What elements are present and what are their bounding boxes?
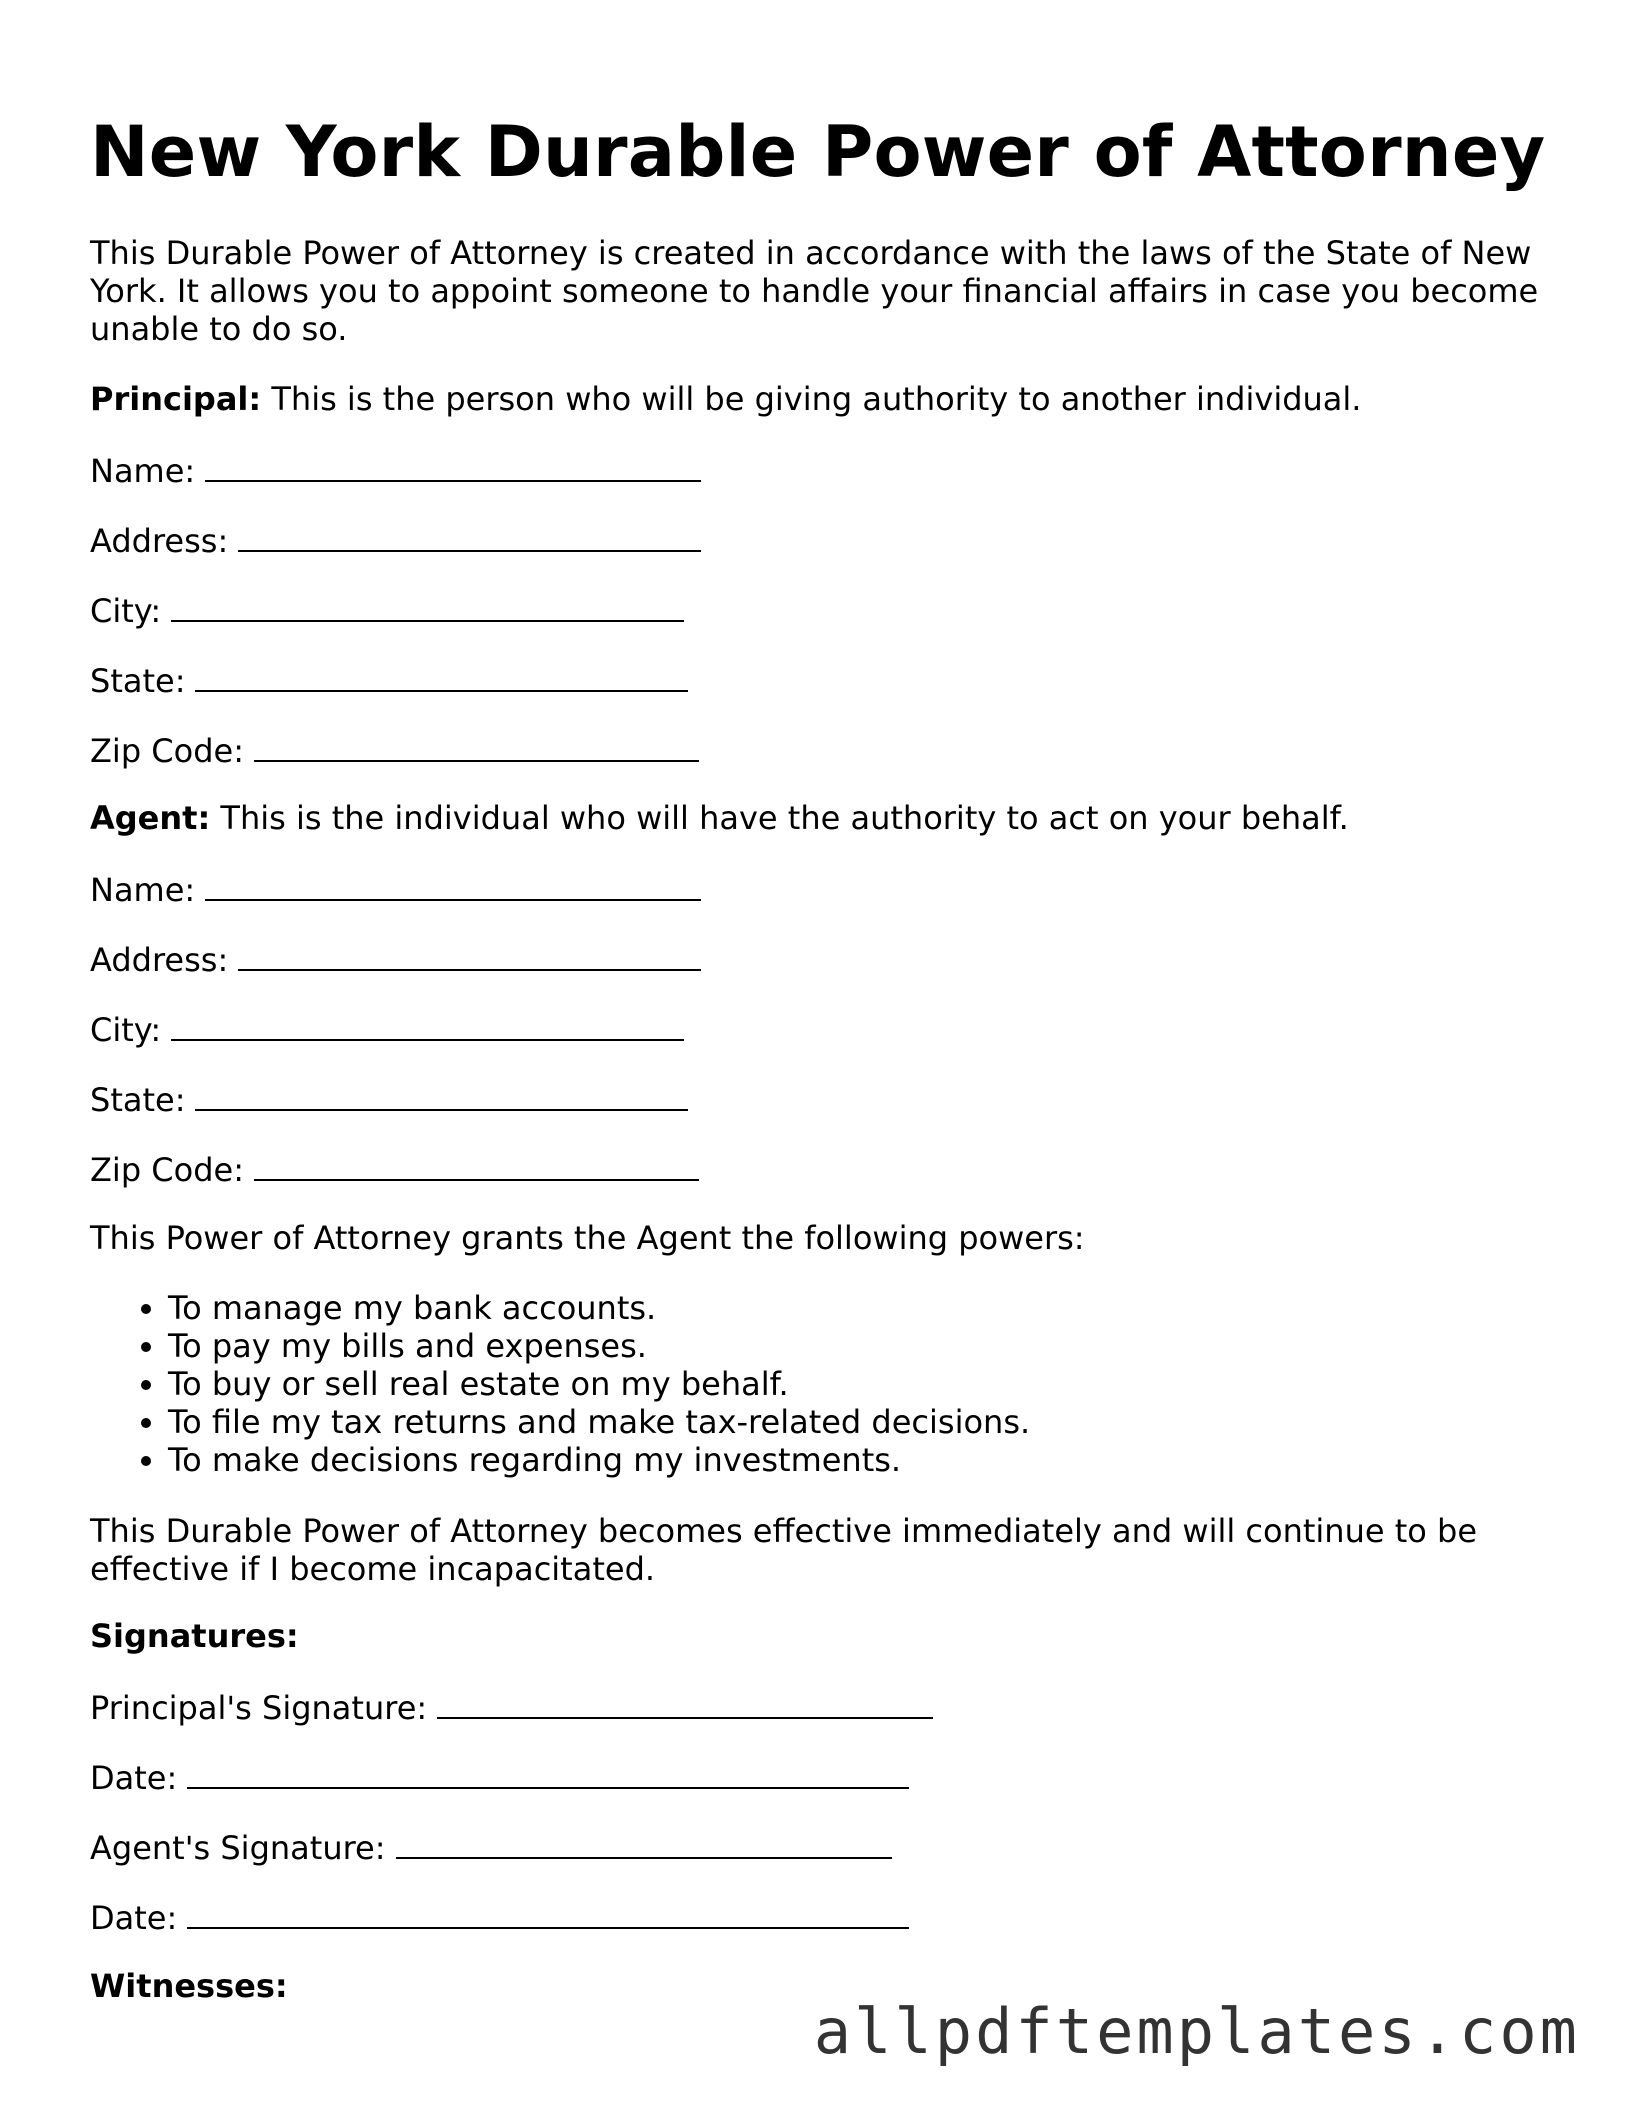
agent-state-row xyxy=(90,1079,688,1119)
principal-address-row xyxy=(90,520,701,560)
agent-name-row xyxy=(90,869,701,909)
watermark-text: allpdftemplates.com xyxy=(813,1995,1580,2068)
agent-label: Agent: xyxy=(90,799,211,837)
principal-city-row xyxy=(90,590,684,630)
powers-list xyxy=(90,1289,1030,1479)
principal-city-field[interactable] xyxy=(171,590,684,622)
principal-heading-row xyxy=(90,380,1361,418)
principal-date-row xyxy=(90,1757,909,1797)
principal-state-field[interactable] xyxy=(195,660,688,692)
signatures-heading: Signatures: xyxy=(90,1617,299,1655)
principal-state-label: State: xyxy=(90,662,186,700)
agent-signature-label: Agent's Signature: xyxy=(90,1829,386,1867)
list-item: • To buy or sell real estate on my behalf. xyxy=(168,1365,1030,1403)
intro-paragraph: This Durable Power of Attorney is created in accordance with the laws of the State of New York. It allows you to appoint someone to handle your financial affairs in case you become unable to do so. xyxy=(90,234,1539,348)
agent-zip-label: Zip Code: xyxy=(90,1151,244,1189)
list-item: • To pay my bills and expenses. xyxy=(168,1327,1030,1365)
agent-city-field[interactable] xyxy=(171,1009,684,1041)
agent-name-field[interactable] xyxy=(205,869,701,901)
agent-address-field[interactable] xyxy=(238,939,701,971)
signatures-heading-row xyxy=(90,1617,299,1655)
principal-name-row xyxy=(90,450,701,490)
agent-date-row xyxy=(90,1897,909,1937)
agent-date-label: Date: xyxy=(90,1899,178,1937)
agent-city-row xyxy=(90,1009,684,1049)
witnesses-heading: Witnesses: xyxy=(90,1967,288,2005)
agent-signature-field[interactable] xyxy=(396,1827,892,1859)
witnesses-heading-row xyxy=(90,1967,288,2005)
principal-signature-field[interactable] xyxy=(437,1687,933,1719)
agent-description: This is the individual who will have the authority to act on your behalf. xyxy=(220,799,1349,837)
principal-date-label: Date: xyxy=(90,1759,178,1797)
agent-city-label: City: xyxy=(90,1011,162,1049)
agent-name-label: Name: xyxy=(90,871,196,909)
principal-address-field[interactable] xyxy=(238,520,701,552)
principal-zip-field[interactable] xyxy=(254,730,699,762)
principal-zip-label: Zip Code: xyxy=(90,732,244,770)
principal-date-field[interactable] xyxy=(187,1757,909,1789)
principal-label: Principal: xyxy=(90,380,262,418)
list-item: • To file my tax returns and make tax-related decisions. xyxy=(168,1403,1030,1441)
powers-intro: This Power of Attorney grants the Agent the following powers: xyxy=(90,1219,1085,1257)
agent-signature-row xyxy=(90,1827,892,1867)
agent-address-label: Address: xyxy=(90,941,229,979)
list-item: • To manage my bank accounts. xyxy=(168,1289,1030,1327)
effective-paragraph: This Durable Power of Attorney becomes effective immediately and will continue to be effective if I become incapacitated. xyxy=(90,1512,1478,1588)
agent-state-label: State: xyxy=(90,1081,186,1119)
principal-city-label: City: xyxy=(90,592,162,630)
principal-name-label: Name: xyxy=(90,452,196,490)
agent-date-field[interactable] xyxy=(187,1897,909,1929)
principal-description: This is the person who will be giving authority to another individual. xyxy=(271,380,1362,418)
document-title: New York Durable Power of Attorney xyxy=(90,111,1546,193)
agent-heading-row xyxy=(90,799,1349,837)
principal-signature-row xyxy=(90,1687,933,1727)
agent-state-field[interactable] xyxy=(195,1079,688,1111)
principal-zip-row xyxy=(90,730,699,770)
list-item: • To make decisions regarding my investments. xyxy=(168,1441,1030,1479)
principal-state-row xyxy=(90,660,688,700)
agent-address-row xyxy=(90,939,701,979)
principal-signature-label: Principal's Signature: xyxy=(90,1689,428,1727)
principal-address-label: Address: xyxy=(90,522,229,560)
agent-zip-field[interactable] xyxy=(254,1149,699,1181)
agent-zip-row xyxy=(90,1149,699,1189)
principal-name-field[interactable] xyxy=(205,450,701,482)
